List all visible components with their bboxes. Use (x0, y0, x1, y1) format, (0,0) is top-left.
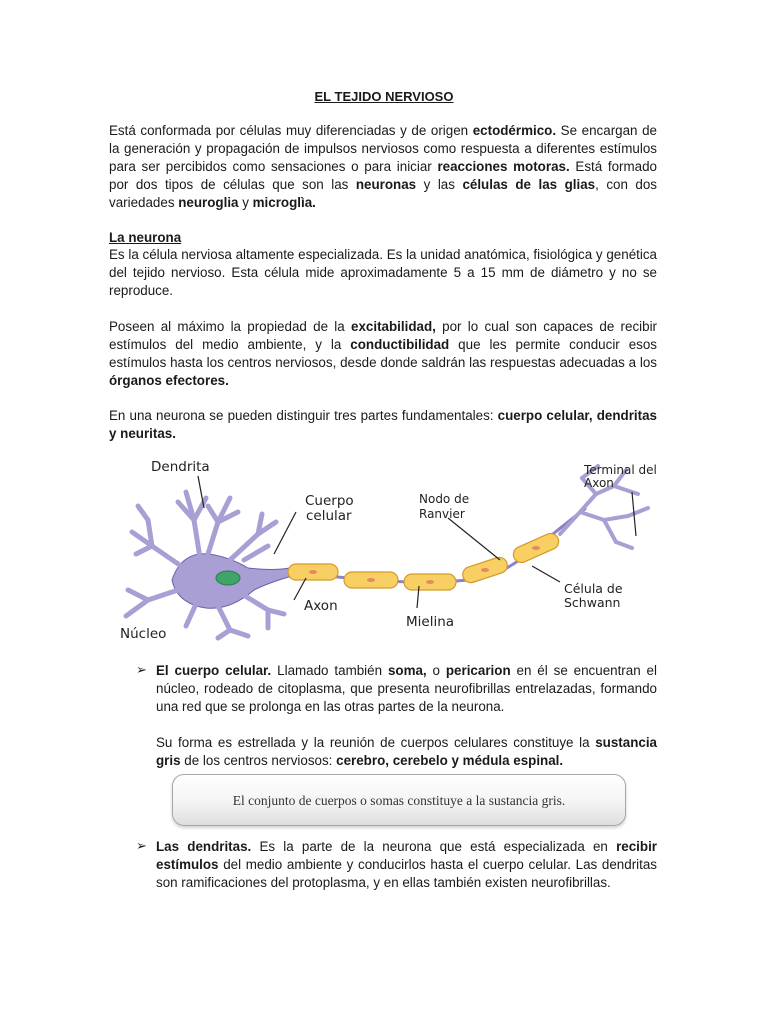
intro-paragraph (109, 122, 657, 212)
label-terminal-2: Axon (584, 476, 614, 490)
text-segment: o (426, 663, 446, 678)
text-segment: que les permite conducir esos estímulos hasta los centros nerviosos, desde donde saldrán las respuestas adecuadas a los (109, 337, 657, 370)
cuerpo-celular-item (156, 662, 657, 716)
cuerpo-celular-forma (156, 734, 657, 770)
label-dendrita: Dendrita (151, 459, 210, 475)
bold-text-segment: reacciones motoras. (437, 159, 570, 174)
bullet-arrow-icon: ➢ (136, 662, 147, 677)
bold-text-segment: soma, (387, 663, 427, 678)
text-segment: en él se encuentran el núcleo, rodeado de citoplasma, que presenta neurofibrillas entrelazadas, formando una red que se prolonga en las otras partes de la neurona. (156, 663, 657, 714)
callout-text: El conjunto de cuerpos o somas constituye a la sustancia gris. (232, 793, 566, 808)
bold-text-segment: sustancia gris (156, 735, 657, 768)
text-segment: de los centros nerviosos: (180, 753, 337, 768)
text-segment: por lo cual son capaces de recibir estímulos del medio ambiente, y la (109, 319, 658, 352)
text-segment: y (238, 195, 253, 210)
document-title: EL TEJIDO NERVIOSO (314, 89, 454, 104)
bold-text-segment: cuerpo celular, dendritas y neuritas. (109, 408, 657, 441)
bold-text-segment: neuronas (355, 177, 417, 192)
dendritas-item (156, 838, 657, 892)
text-segment: Está conformada por células muy diferenciadas y de origen (109, 123, 473, 138)
text-segment: del medio ambiente y conducirlos hasta el cuerpo celular. Las dendritas son ramificaciones del protoplasma, y en ellas también existen neurofibrillas. (156, 857, 657, 890)
neurona-parts-paragraph (109, 407, 657, 443)
bullet-arrow-icon: ➢ (136, 838, 147, 853)
text-segment: Es la célula nerviosa altamente especializada. Es la unidad anatómica, fisiológica y genética del tejido nervioso. Esta célula mide aproximadamente 5 a 15 mm de diámetro y no se reproduce. (109, 247, 657, 298)
text-segment: Su forma es estrellada y la reunión de cuerpos celulares constituye la (156, 735, 596, 750)
text-segment: , con dos variedades (109, 177, 658, 210)
neurona-heading: La neurona (109, 230, 182, 245)
bold-text-segment: órganos efectores. (109, 373, 229, 388)
label-cuerpo-2: celular (306, 508, 352, 524)
text-segment: En una neurona se pueden distinguir tres partes fundamentales: (109, 408, 498, 423)
text-segment: Llamado también (271, 663, 388, 678)
text-segment: y las (416, 177, 463, 192)
text-segment: Se encargan de la generación y propagación de impulsos nerviosos como respuesta a diferentes estímulos para ser percibidos como sensaciones o para iniciar (109, 123, 657, 174)
bold-text-segment: pericarion (445, 663, 511, 678)
label-mielina: Mielina (406, 614, 455, 630)
neurona-definition-paragraph (109, 246, 657, 300)
label-nodo-1: Nodo de (419, 492, 470, 506)
bold-text-segment: neuroglia (178, 195, 239, 210)
bold-text-segment: excitabilidad, (351, 319, 436, 334)
nucleus-shape (216, 571, 240, 585)
label-schwann-1: Célula de (564, 581, 623, 596)
callout-box (172, 774, 626, 826)
text-segment: Poseen al máximo la propiedad de la (109, 319, 352, 334)
text-segment: Está formado por dos tipos de células que son las (109, 159, 658, 192)
neurona-properties-paragraph (109, 318, 657, 390)
label-terminal-1: Terminal del (584, 463, 657, 477)
label-nucleo: Núcleo (120, 626, 167, 642)
bold-text-segment: ectodérmico. (472, 123, 557, 138)
text-segment: Es la parte de la neurona que está especializada en (251, 839, 617, 854)
bold-text-segment: recibir estímulos (156, 839, 657, 872)
bold-text-segment: cerebro, cerebelo y médula espinal. (336, 753, 564, 768)
neuron-diagram (108, 450, 718, 642)
bold-text-segment: células de las glias (462, 177, 596, 192)
label-cuerpo-1: Cuerpo (305, 493, 354, 509)
bold-text-segment: Las dendritas. (156, 839, 252, 854)
label-nodo-2: Ranvier (419, 507, 465, 521)
label-schwann-2: Schwann (564, 595, 621, 610)
bold-text-segment: conductibilidad (350, 337, 450, 352)
bold-text-segment: microglìa. (252, 195, 316, 210)
label-axon: Axon (304, 598, 338, 614)
bold-text-segment: El cuerpo celular. (156, 663, 272, 678)
